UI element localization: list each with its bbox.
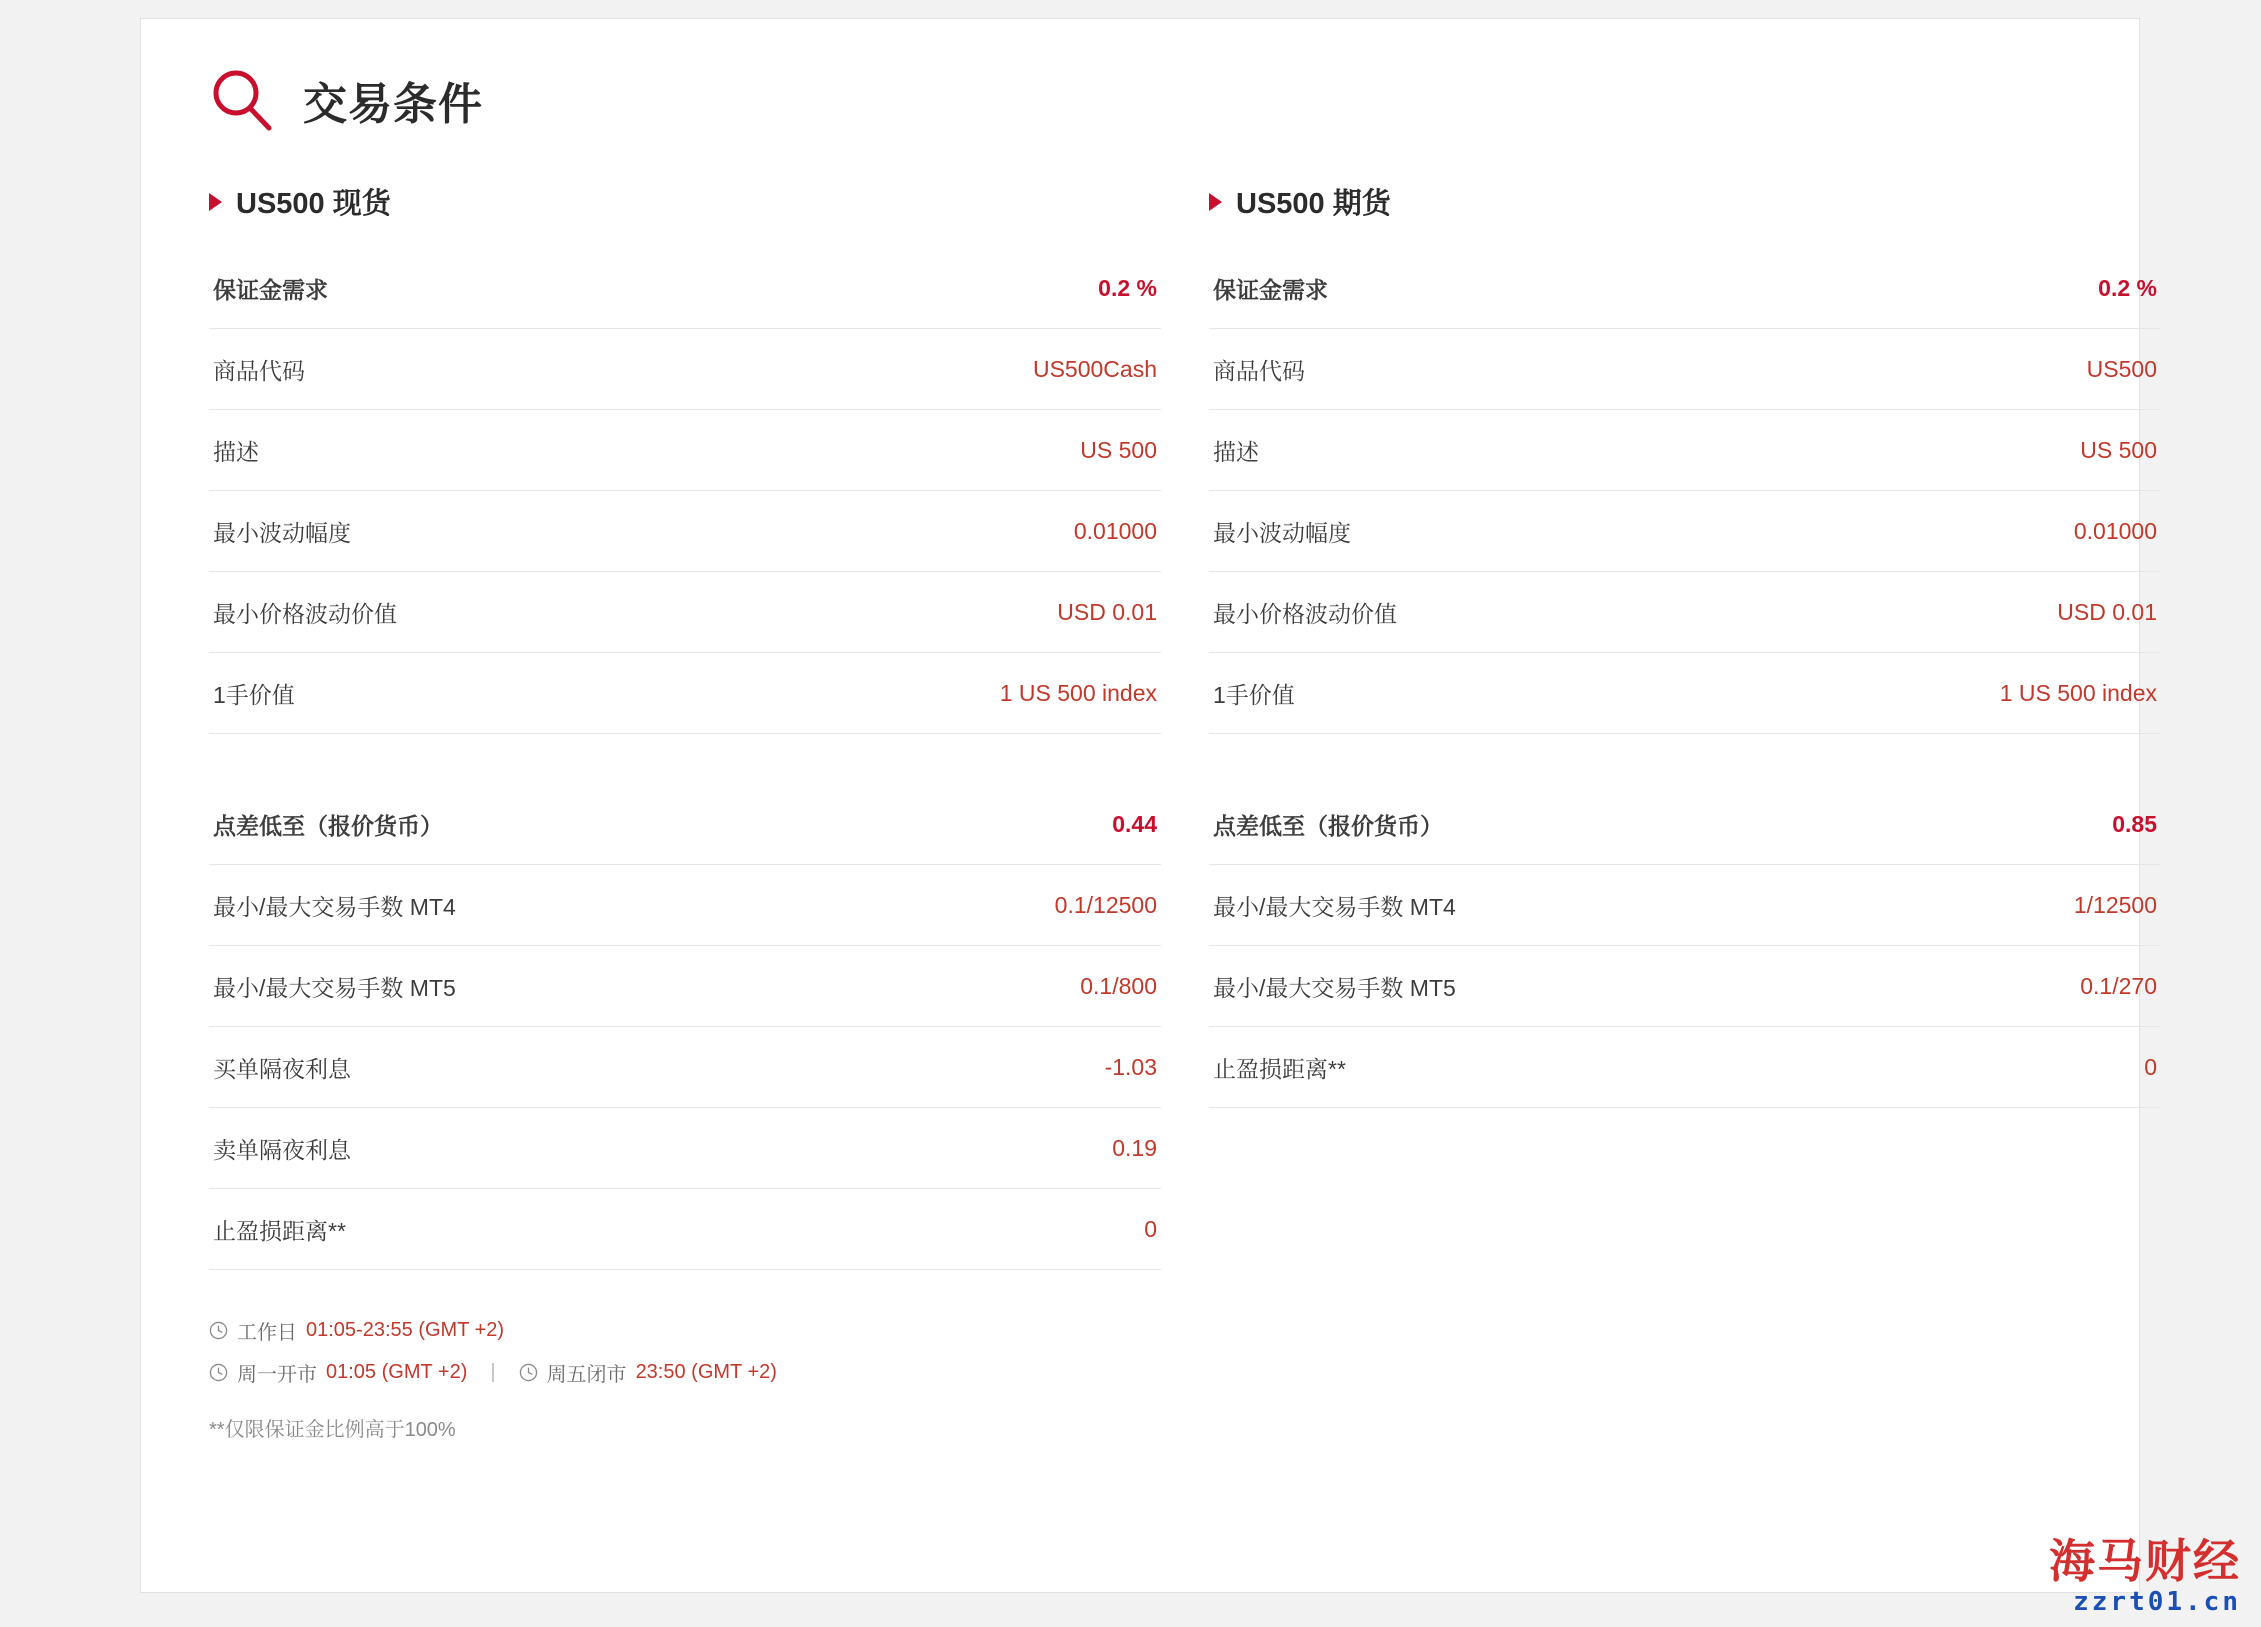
table-row <box>209 865 1161 946</box>
table-row <box>1209 572 2161 653</box>
table-row <box>1209 653 2161 734</box>
table-row <box>209 784 1161 865</box>
column-title-spot <box>209 181 1161 222</box>
row-label: 最小波动幅度 <box>1213 520 1351 546</box>
page-header <box>209 67 2071 133</box>
table-row <box>209 329 1161 410</box>
row-value: 0.01000 <box>1073 518 1157 544</box>
note-weekday <box>209 1316 1161 1345</box>
table-row <box>209 410 1161 491</box>
table-row <box>1209 410 2161 491</box>
table-row <box>209 1108 1161 1189</box>
table-row <box>209 946 1161 1027</box>
table-row <box>1209 946 2161 1027</box>
row-value: 0 <box>1144 1216 1157 1242</box>
watermark-main: 海马财经 <box>2049 1534 2241 1588</box>
row-value: 0.1/800 <box>1080 973 1157 999</box>
row-label: 最小/最大交易手数 MT4 <box>213 894 456 920</box>
table-row <box>209 491 1161 572</box>
table-row <box>209 1027 1161 1108</box>
table-row <box>1209 784 2161 865</box>
row-label: 买单隔夜利息 <box>213 1056 351 1082</box>
table-row <box>1209 1027 2161 1108</box>
column-title-futures-label: US500 期货 <box>1236 188 1391 220</box>
note-monday-label: 周一开市 <box>237 1364 317 1386</box>
row-label: 止盈损距离** <box>1213 1056 1346 1082</box>
row-label: 商品代码 <box>1213 358 1305 384</box>
note-divider: | <box>490 1361 496 1383</box>
column-title-spot-label: US500 现货 <box>236 188 391 220</box>
table-row <box>209 653 1161 734</box>
row-value: US500 <box>2086 356 2157 382</box>
note-open-close <box>209 1358 1161 1387</box>
search-icon <box>209 67 275 133</box>
row-label: 最小/最大交易手数 MT5 <box>213 975 456 1001</box>
row-value: USD 0.01 <box>2057 599 2157 625</box>
row-value: 0.19 <box>1112 1135 1157 1161</box>
column-us500-futures <box>1209 181 2161 1442</box>
row-value: US 500 <box>2080 437 2157 463</box>
table-row <box>209 1189 1161 1270</box>
trading-hours-notes <box>209 1316 1161 1442</box>
note-weekday-value: 01:05-23:55 (GMT +2) <box>306 1319 505 1341</box>
watermark-sub: zzrt01.cn <box>2073 1587 2241 1617</box>
row-value: 1 US 500 index <box>1999 680 2157 706</box>
row-label: 描述 <box>1213 439 1259 465</box>
column-title-futures <box>1209 181 2161 222</box>
row-label: 最小波动幅度 <box>213 520 351 546</box>
row-value: 0.01000 <box>2073 518 2157 544</box>
row-value: 0.1/270 <box>2080 973 2157 999</box>
clock-icon <box>209 1363 228 1382</box>
note-friday-value: 23:50 (GMT +2) <box>635 1361 777 1383</box>
row-label: 商品代码 <box>213 358 305 384</box>
row-value: 0.85 <box>2112 811 2157 837</box>
clock-icon <box>209 1321 228 1340</box>
note-weekday-label: 工作日 <box>237 1322 297 1344</box>
row-label: 1手价值 <box>213 682 295 708</box>
watermark <box>2049 1525 2241 1617</box>
row-label: 点差低至（报价货币） <box>213 813 443 839</box>
conditions-columns <box>209 181 2157 1442</box>
row-label: 保证金需求 <box>213 277 328 303</box>
triangle-right-icon <box>1209 193 1222 211</box>
row-value: USD 0.01 <box>1057 599 1157 625</box>
row-label: 最小/最大交易手数 MT4 <box>1213 894 1456 920</box>
row-value: 0.44 <box>1112 811 1157 837</box>
row-value: -1.03 <box>1104 1054 1157 1080</box>
table-row <box>1209 248 2161 329</box>
row-value: 0 <box>2144 1054 2157 1080</box>
row-label: 最小/最大交易手数 MT5 <box>1213 975 1456 1001</box>
row-value: 0.2 % <box>2098 275 2157 301</box>
row-label: 描述 <box>213 439 259 465</box>
table-row <box>209 572 1161 653</box>
page-title: 交易条件 <box>303 80 483 129</box>
table-row <box>1209 329 2161 410</box>
row-label: 最小价格波动价值 <box>1213 601 1397 627</box>
table-row <box>209 248 1161 329</box>
row-value: 1 US 500 index <box>999 680 1157 706</box>
row-label: 止盈损距离** <box>213 1218 346 1244</box>
table-row <box>1209 491 2161 572</box>
row-value: 1/12500 <box>2073 892 2157 918</box>
clock-icon <box>519 1363 538 1382</box>
row-label: 保证金需求 <box>1213 277 1328 303</box>
row-label: 点差低至（报价货币） <box>1213 813 1443 839</box>
row-value: 0.1/12500 <box>1054 892 1157 918</box>
row-label: 1手价值 <box>1213 682 1295 708</box>
note-monday-value: 01:05 (GMT +2) <box>326 1361 468 1383</box>
row-label: 卖单隔夜利息 <box>213 1137 351 1163</box>
note-friday-label: 周五闭市 <box>546 1364 627 1386</box>
row-value: US500Cash <box>1032 356 1157 382</box>
row-label: 最小价格波动价值 <box>213 601 397 627</box>
row-value: US 500 <box>1080 437 1157 463</box>
column-us500-spot <box>209 181 1161 1442</box>
triangle-right-icon <box>209 193 222 211</box>
row-value: 0.2 % <box>1098 275 1157 301</box>
table-row <box>1209 865 2161 946</box>
margin-footnote: **仅限保证金比例高于100% <box>209 1419 456 1441</box>
